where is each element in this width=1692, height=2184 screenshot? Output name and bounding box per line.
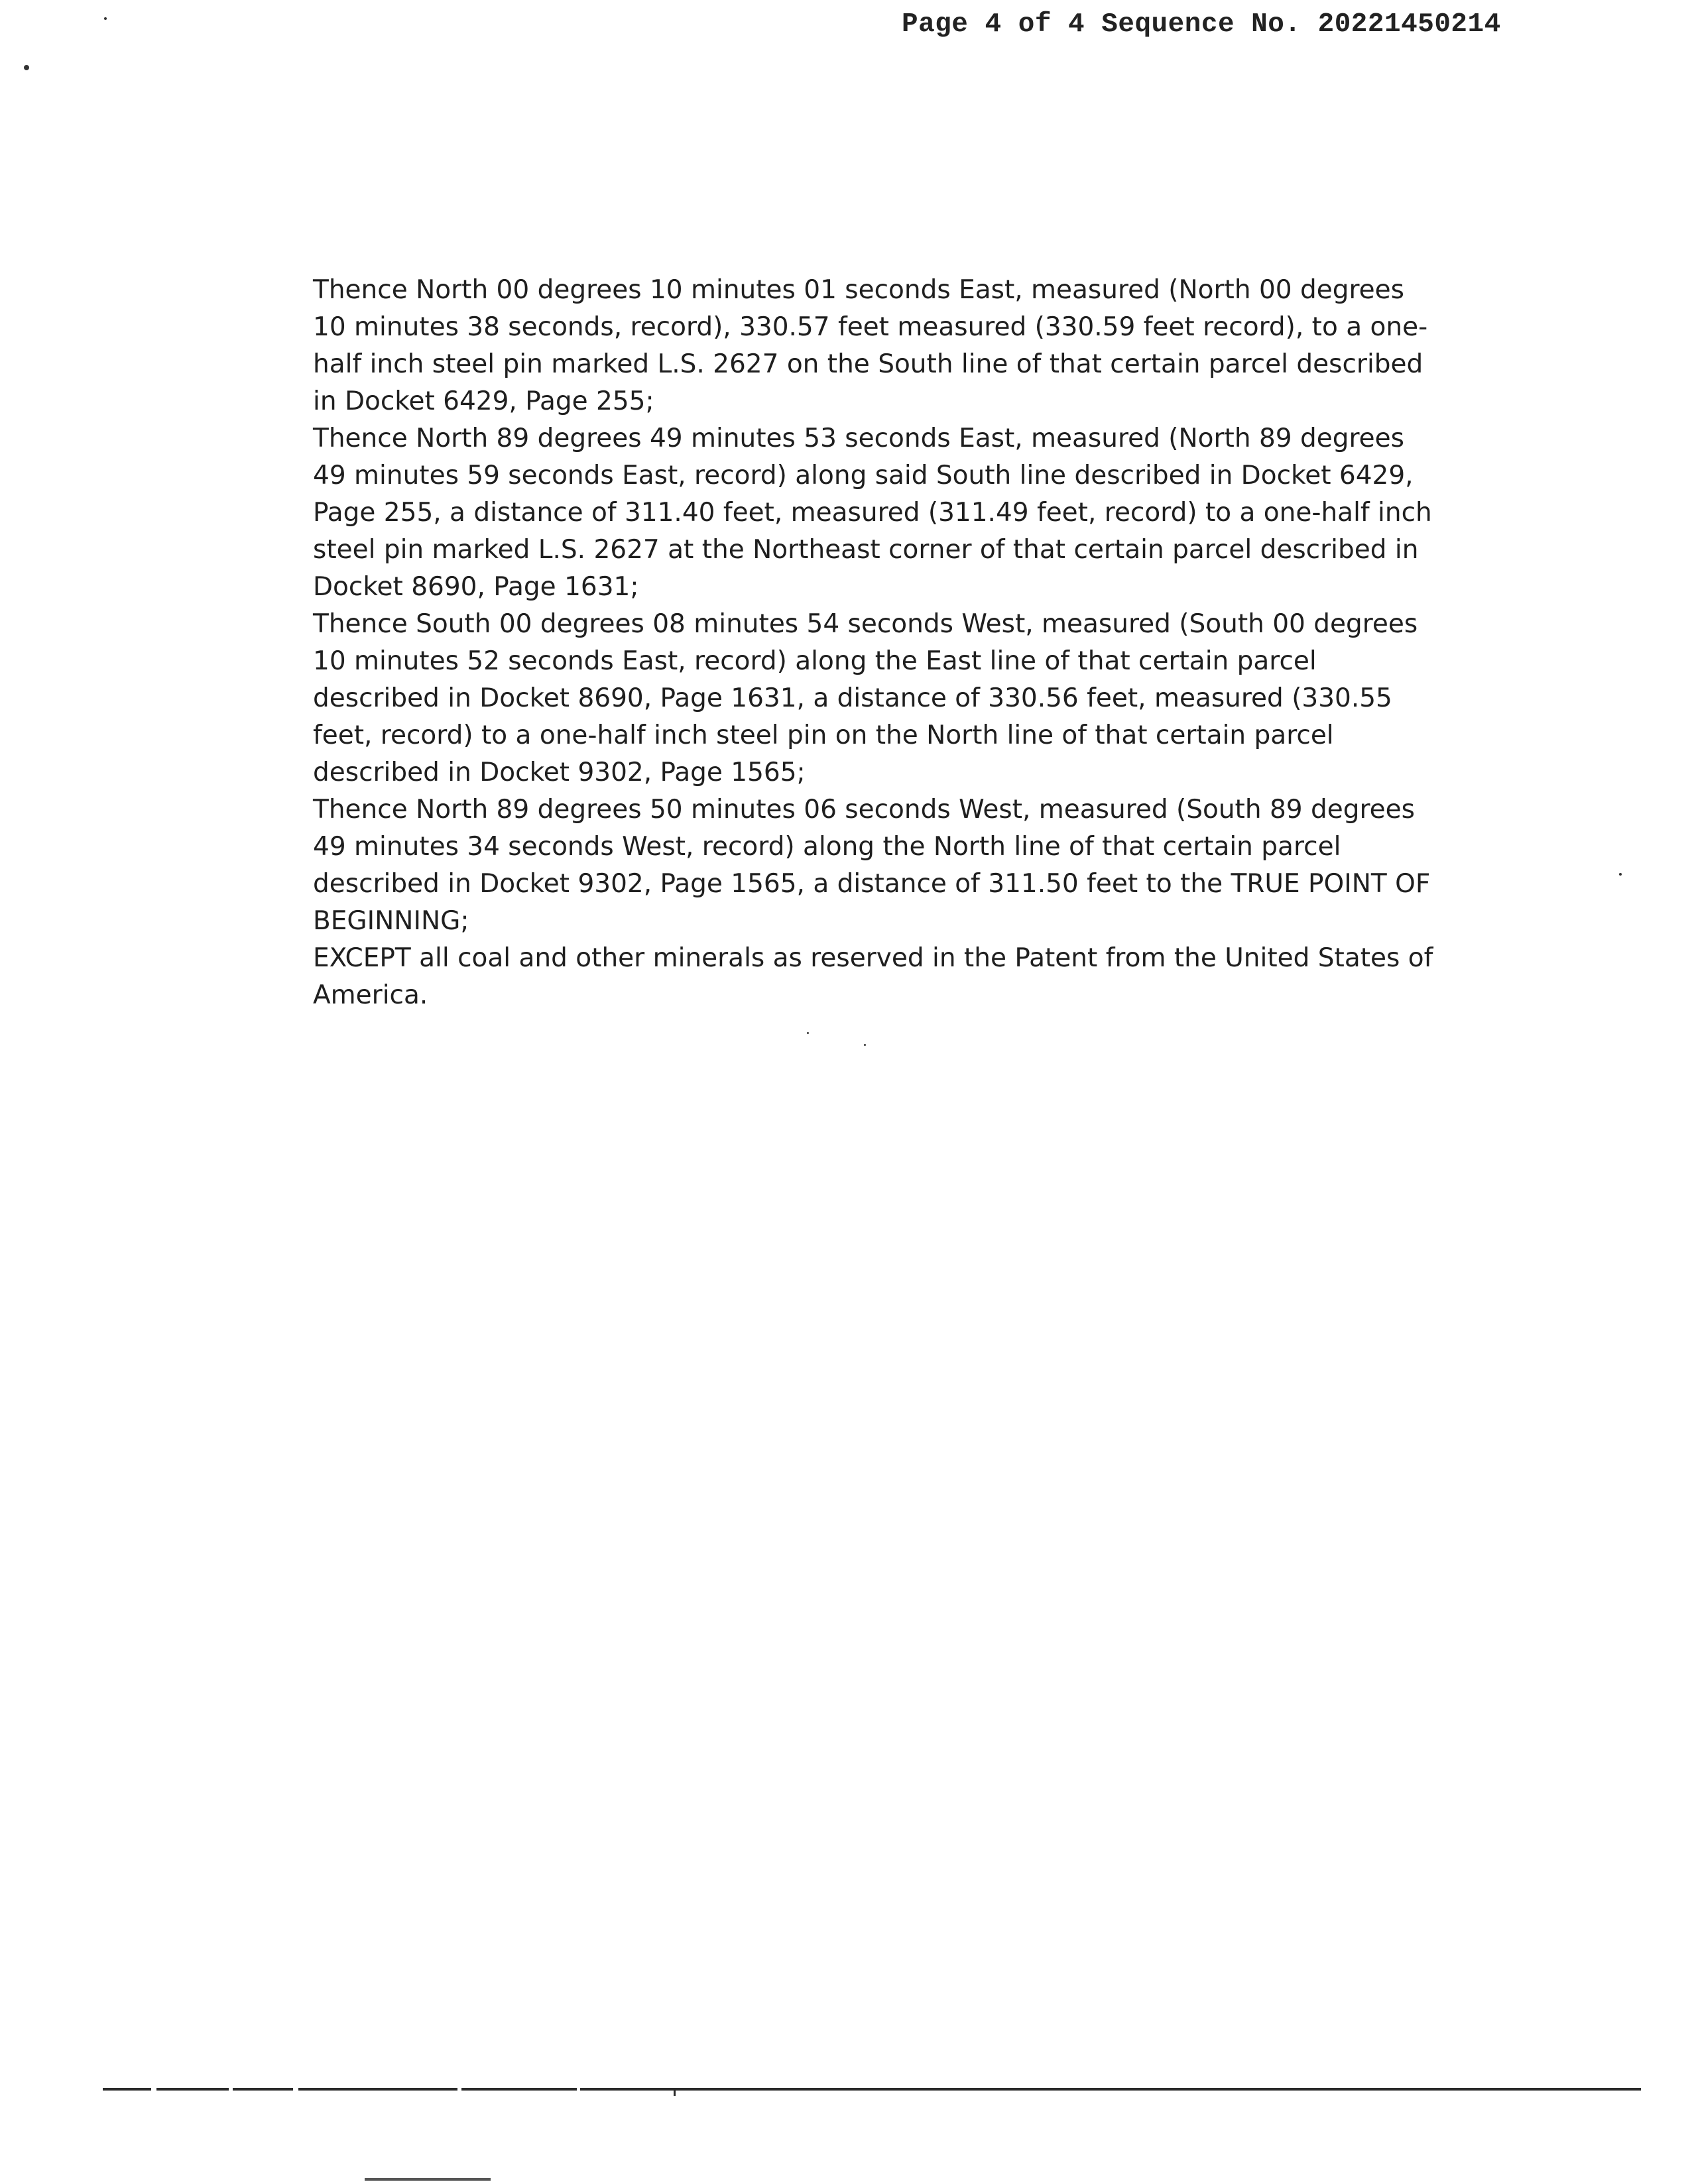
scan-speck bbox=[807, 1032, 809, 1034]
footer-rule-gap bbox=[229, 2087, 233, 2091]
course-paragraph-1: Thence North 00 degrees 10 minutes 01 seconds East, measured (North 00 degrees 10 minutes 38 seconds, record), 330.57 feet measured (330.59 feet record), to a one-half inch steel pin marked L.S. 2627 on the South line of that certain parcel described in Docket 6429, Page 255; bbox=[313, 275, 1428, 416]
course-paragraph-2: Thence North 89 degrees 49 minutes 53 seconds East, measured (North 89 degrees 49 minutes 59 seconds East, record) along said South line described in Docket 6429, Page 255, a distance of 311.40 feet, measured (311.49 feet, record) to a one-half inch steel pin marked L.S. 2627 at the Northeast corner of that certain parcel described in Docket 8690, Page 1631; bbox=[313, 424, 1432, 602]
footer-rule-gap bbox=[577, 2087, 580, 2091]
footer-rule-gap bbox=[151, 2087, 156, 2091]
legal-description bbox=[313, 272, 1440, 1014]
scan-speck bbox=[1619, 873, 1622, 876]
course-paragraph-4: Thence North 89 degrees 50 minutes 06 seconds West, measured (South 89 degrees 49 minutes 34 seconds West, record) along the North line of that certain parcel described in Docket 9302, Page 1565, a distance of 311.50 feet to the TRUE POINT OF BEGINNING; bbox=[313, 795, 1431, 936]
scan-speck bbox=[24, 65, 29, 70]
scan-speck bbox=[104, 17, 107, 20]
footer-rule-gap bbox=[293, 2087, 298, 2091]
footer-tick bbox=[674, 2089, 676, 2096]
footer-rule-gap bbox=[457, 2087, 461, 2091]
footer-stub-line bbox=[365, 2178, 491, 2181]
footer-rule bbox=[103, 2088, 1641, 2091]
page-sequence-header: Page 4 of 4 Sequence No. 20221450214 bbox=[902, 9, 1501, 40]
scan-speck bbox=[864, 1044, 866, 1046]
course-paragraph-3: Thence South 00 degrees 08 minutes 54 seconds West, measured (South 00 degrees 10 minutes 52 seconds East, record) along the East line of that certain parcel described in Docket 8690, Page 1631, a distance of 330.56 feet, measured (330.55 feet, record) to a one-half inch steel pin on the North line of that certain parcel described in Docket 9302, Page 1565; bbox=[313, 609, 1418, 787]
exception-paragraph: EXCEPT all coal and other minerals as reserved in the Patent from the United States of America. bbox=[313, 943, 1433, 1010]
